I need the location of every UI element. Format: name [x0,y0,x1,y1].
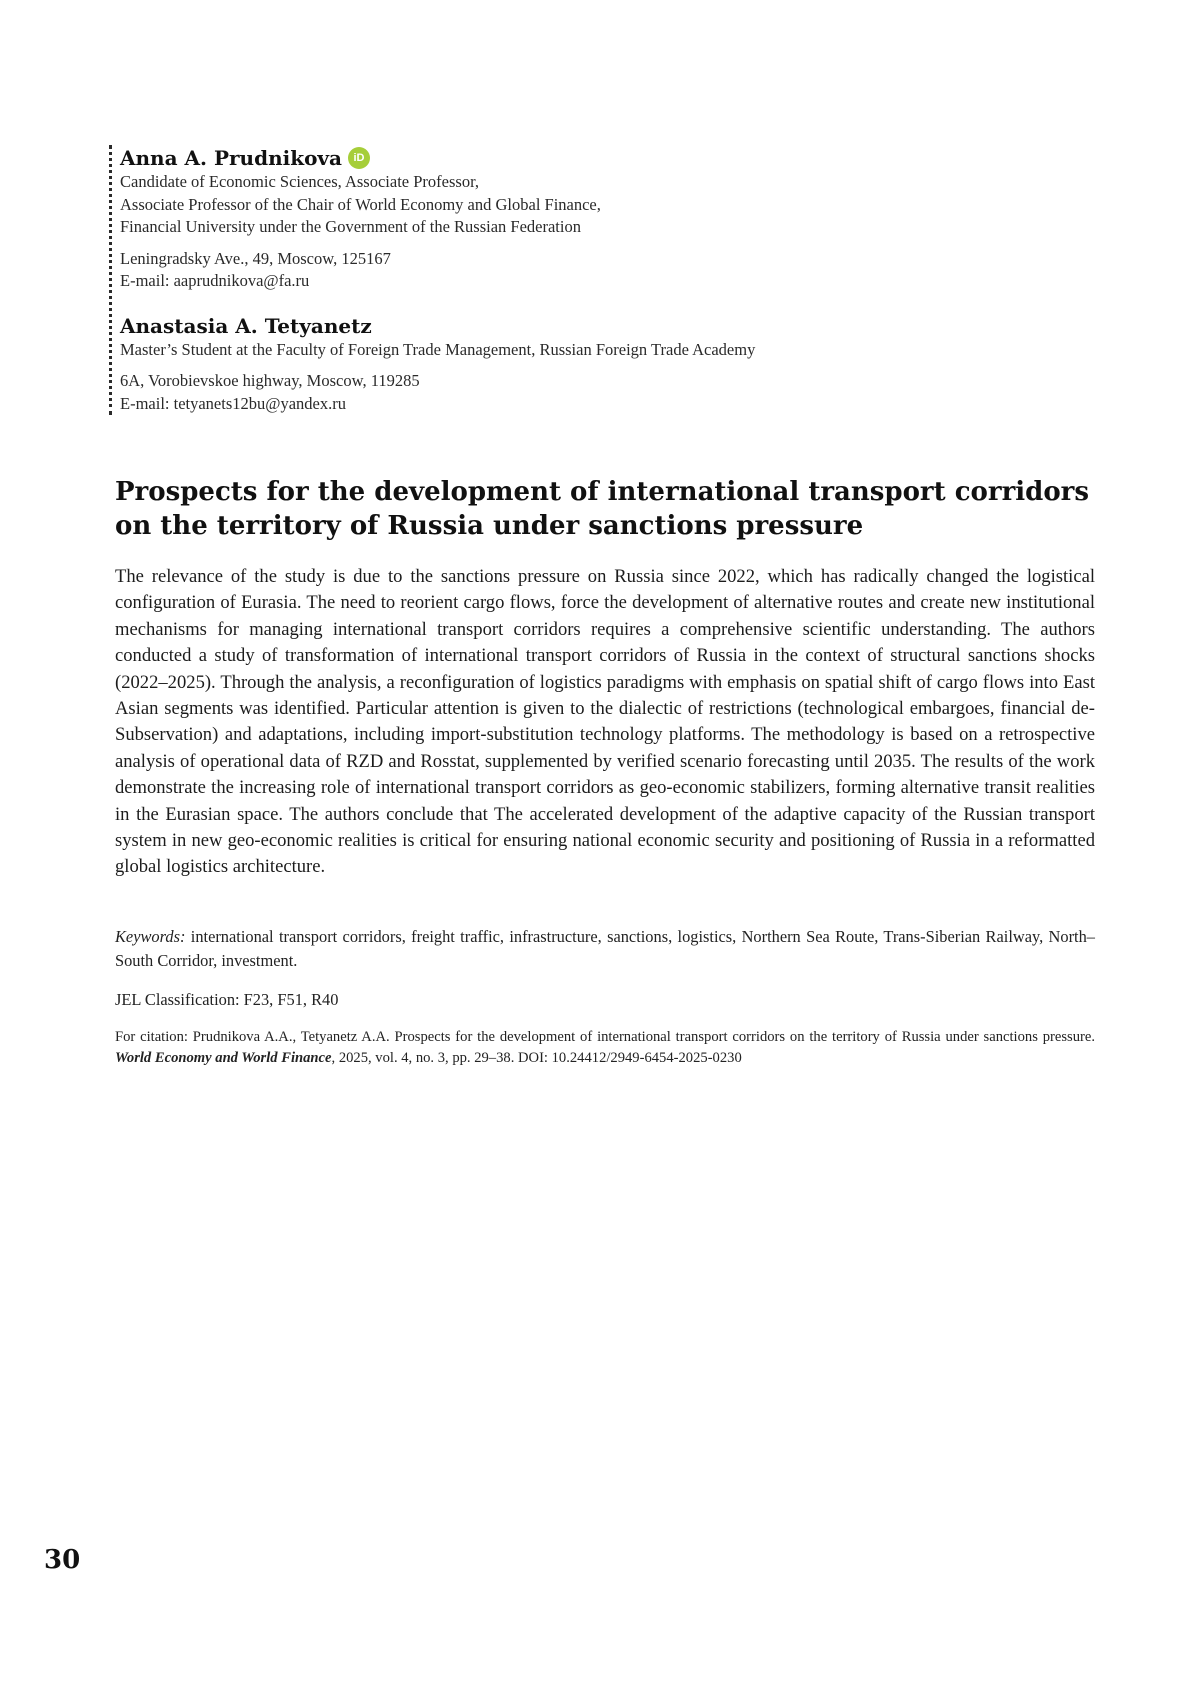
author-2 [120,313,1120,416]
affiliation-line: Financial University under the Government of the Russian Federation [120,216,1120,239]
author-1 [120,145,1120,293]
author-email: E-mail: aaprudnikova@fa.ru [120,270,1120,293]
citation-prefix: For citation: Prudnikova A.A., Tetyanetz A.A. Prospects for the development of international transport corridors on the territory of Russia under sanctions pressure. [115,1029,1095,1045]
jel-classification: JEL Classification: F23, F51, R40 [115,988,338,1012]
author-address: 6A, Vorobievskoe highway, Moscow, 119285 [120,370,1120,393]
author-name: Anna A. Prudnikova [120,145,342,171]
affiliation-line: Associate Professor of the Chair of World Economy and Global Finance, [120,194,1120,217]
citation [115,1027,1095,1069]
abstract: The relevance of the study is due to the sanctions pressure on Russia since 2022, which has radically changed the logistical configuration of Eurasia. The need to reorient cargo flows, force the development of alternative routes and create new institutional mechanisms for managing international transport corridors requires a comprehensive scientific understanding. The authors conducted a study of transformation of international transport corridors of Russia in the context of structural sanctions shocks (2022–2025). Through the analysis, a reconfiguration of logistics paradigms with emphasis on spatial shift of cargo flows into East Asian segments was identified. Particular attention is given to the dialectic of restrictions (technological embargoes, financial de-Subservation) and adaptations, including import-substitution technology platforms. The methodology is based on a retrospective analysis of operational data of RZD and Rosstat, supplemented by verified scenario forecasting until 2035. The results of the work demonstrate the increasing role of international transport corridors as geo-economic stabilizers, forming alternative transit realities in the Eurasian space. The authors conclude that The accelerated development of the adaptive capacity of the Russian transport system in new geo-economic realities is critical for ensuring national economic security and positioning of Russia in a reformatted global logistics architecture. [115,564,1095,881]
author-name: Anastasia A. Tetyanetz [120,313,372,339]
orcid-icon[interactable]: iD [348,147,370,169]
keywords-label: Keywords: [115,927,185,946]
keywords [115,925,1095,973]
author-email: E-mail: tetyanets12bu@yandex.ru [120,393,1120,416]
authors-block [109,145,1120,415]
author-address: Leningradsky Ave., 49, Moscow, 125167 [120,248,1120,271]
keywords-text: international transport corridors, freight traffic, infrastructure, sanctions, logistics, Northern Sea Route, Trans-Siberian Railway, North–South Corridor, investment. [115,927,1095,970]
citation-suffix: , 2025, vol. 4, no. 3, pp. 29–38. DOI: 10.24412/2949-6454-2025-0230 [332,1050,742,1066]
affiliation-line: Candidate of Economic Sciences, Associate Professor, [120,171,1120,194]
page-number: 30 [44,1545,80,1575]
citation-journal: World Economy and World Finance [115,1050,332,1066]
article-title: Prospects for the development of international transport corridors on the territory of Russia under sanctions pressure [115,475,1105,543]
affiliation-line: Master’s Student at the Faculty of Foreign Trade Management, Russian Foreign Trade Academy [120,339,1120,362]
